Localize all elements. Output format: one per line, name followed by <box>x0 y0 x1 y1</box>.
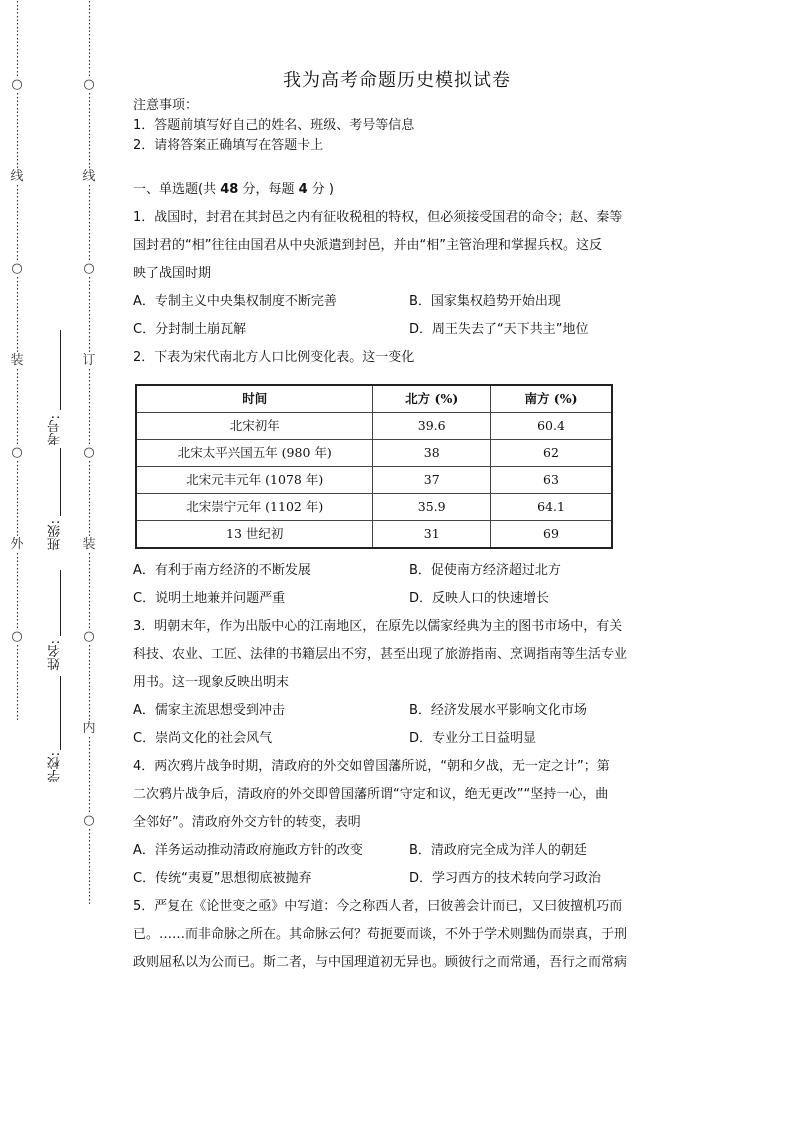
question-text: 用书。这一现象反映出明末 <box>133 675 290 690</box>
binding-dots: ⋮ <box>12 0 22 12</box>
binding-ring-icon: ○ <box>83 445 95 460</box>
options-row <box>133 865 669 893</box>
binding-dots: ⋮ <box>12 514 22 527</box>
binding-dots: ⋮ <box>12 595 22 608</box>
binding-ring-icon: ○ <box>11 445 23 460</box>
question-text: 全邻好”。清政府外交方针的转变，表明 <box>133 815 361 830</box>
binding-dots: ⋮ <box>12 238 22 251</box>
binding-dots: ⋮ <box>12 308 22 321</box>
question-1 <box>133 204 669 344</box>
binding-dots: ⋮ <box>12 124 22 137</box>
question-4 <box>133 753 669 893</box>
binding-mark: 线 <box>82 169 96 184</box>
binding-dots: ⋮ <box>12 216 22 229</box>
binding-dots: ⋮ <box>84 238 94 251</box>
binding-dots: ⋮ <box>12 21 22 34</box>
binding-dots: ⋮ <box>12 492 22 505</box>
binding-dots: ⋮ <box>12 481 22 494</box>
binding-dots: ⋮ <box>12 183 22 196</box>
binding-dots: ⋮ <box>12 54 22 67</box>
table-row <box>136 440 612 467</box>
binding-dots: ⋮ <box>84 654 94 667</box>
binding-dots: ⋮ <box>84 481 94 494</box>
option-b: B．经济发展水平影响文化市场 <box>409 703 587 718</box>
binding-dots: ⋮ <box>12 275 22 288</box>
binding-dots: ⋮ <box>84 216 94 229</box>
question-text: 已。……而非命脉之所在。其命脉云何？苟扼要而谈，不外于学术则黜伪而崇真，于刑 <box>133 927 628 942</box>
binding-dots: ⋮ <box>84 882 94 895</box>
option-c: C．说明土地兼并问题严重 <box>133 591 286 606</box>
table-cell: 35.9 <box>373 494 491 521</box>
binding-dots: ⋮ <box>84 194 94 207</box>
binding-dots: ⋮ <box>84 492 94 505</box>
table-cell: 62 <box>490 440 612 467</box>
binding-dots: ⋮ <box>12 562 22 575</box>
binding-dots: ⋮ <box>12 584 22 597</box>
binding-dots: ⋮ <box>84 746 94 759</box>
binding-dots: ⋮ <box>84 595 94 608</box>
binding-ring-icon: ○ <box>83 629 95 644</box>
binding-dots: ⋮ <box>84 573 94 586</box>
binding-dots: ⋮ <box>84 503 94 516</box>
binding-dots: ⋮ <box>84 893 94 906</box>
question-text: 1．战国时，封君在其封邑之内有征收税租的特权，但必须接受国君的命令；赵、秦等 <box>133 210 623 225</box>
binding-line-inner <box>81 0 97 1122</box>
school-underline <box>60 676 61 750</box>
population-table <box>135 384 613 549</box>
exam-no-underline <box>60 330 61 410</box>
page-title: 我为高考命题历史模拟试卷 <box>283 70 511 91</box>
binding-dots: ⋮ <box>84 779 94 792</box>
binding-mark: 装 <box>10 353 24 368</box>
binding-dots: ⋮ <box>84 124 94 137</box>
binding-dots: ⋮ <box>84 470 94 483</box>
binding-dots: ⋮ <box>84 146 94 159</box>
table-row <box>136 413 612 440</box>
question-text: 映了战国时期 <box>133 266 212 281</box>
question-text: 二次鸦片战争后，清政府的外交即曾国藩所谓“守定和议，绝无更改”“坚持一心，曲 <box>133 787 609 802</box>
binding-dots: ⋮ <box>12 698 22 711</box>
binding-dots: ⋮ <box>84 102 94 115</box>
binding-dots: ⋮ <box>12 113 22 126</box>
binding-line-outer <box>9 0 25 1122</box>
option-a: A．洋务运动推动清政府施政方针的改变 <box>133 843 363 858</box>
binding-dots: ⋮ <box>84 205 94 218</box>
binding-dots: ⋮ <box>84 676 94 689</box>
binding-dots: ⋮ <box>12 330 22 343</box>
binding-dots: ⋮ <box>84 687 94 700</box>
table-header: 南方 (%) <box>490 385 612 413</box>
table-cell: 69 <box>490 521 612 549</box>
binding-dots: ⋮ <box>12 91 22 104</box>
table-cell: 64.1 <box>490 494 612 521</box>
binding-dots: ⋮ <box>12 157 22 170</box>
binding-ring-icon: ○ <box>83 77 95 92</box>
question-text: 国封君的“相”往往由国君从中央派遣到封邑，并由“相”主管治理和掌握兵权。这反 <box>133 238 602 253</box>
binding-dots: ⋮ <box>84 562 94 575</box>
binding-dots: ⋮ <box>12 411 22 424</box>
binding-dots: ⋮ <box>84 113 94 126</box>
binding-dots: ⋮ <box>12 503 22 516</box>
binding-dots: ⋮ <box>84 757 94 770</box>
table-header-row <box>136 385 612 413</box>
option-c: C．传统“夷夏”思想彻底被抛弃 <box>133 871 312 886</box>
binding-dots: ⋮ <box>12 378 22 391</box>
binding-dots: ⋮ <box>84 54 94 67</box>
table-cell: 63 <box>490 467 612 494</box>
binding-dots: ⋮ <box>84 617 94 630</box>
binding-dots: ⋮ <box>12 10 22 23</box>
binding-dots: ⋮ <box>84 860 94 873</box>
binding-dots: ⋮ <box>12 551 22 564</box>
binding-dots: ⋮ <box>12 135 22 148</box>
exam-no-label: 考号: <box>48 415 63 446</box>
binding-dots: ⋮ <box>84 65 94 78</box>
binding-dots: ⋮ <box>12 227 22 240</box>
binding-dots: ⋮ <box>12 422 22 435</box>
binding-dots: ⋮ <box>84 525 94 538</box>
notice-item: 2．请将答案正确填写在答题卡上 <box>133 138 324 153</box>
option-d: D．反映人口的快速增长 <box>409 591 550 606</box>
binding-mark: 外 <box>10 537 24 552</box>
question-text: 科技、农业、工匠、法律的书籍层出不穷，甚至出现了旅游指南、烹调指南等生活专业 <box>133 647 628 662</box>
option-b: B．清政府完全成为洋人的朝廷 <box>409 843 587 858</box>
binding-dots: ⋮ <box>84 871 94 884</box>
options-row <box>133 557 669 585</box>
table-cell: 38 <box>373 440 491 467</box>
binding-dots: ⋮ <box>84 32 94 45</box>
binding-dots: ⋮ <box>84 768 94 781</box>
binding-dots: ⋮ <box>12 286 22 299</box>
notice-heading: 注意事项： <box>133 98 199 113</box>
school-label: 学校: <box>48 752 63 783</box>
binding-dots: ⋮ <box>12 319 22 332</box>
question-text: 5．严复在《论世变之亟》中写道：今之称西人者，曰彼善会计而已，又曰彼擅机巧而 <box>133 899 623 914</box>
binding-dots: ⋮ <box>12 389 22 402</box>
binding-dots: ⋮ <box>84 389 94 402</box>
question-3 <box>133 613 669 753</box>
question-text: 3．明朝末年，作为出版中心的江南地区，在原先以儒家经典为主的图书市场中，有关 <box>133 619 623 634</box>
table-cell: 37 <box>373 467 491 494</box>
binding-mark: 内 <box>82 721 96 736</box>
binding-dots: ⋮ <box>84 157 94 170</box>
table-row <box>136 521 612 549</box>
binding-dots: ⋮ <box>12 643 22 656</box>
binding-dots: ⋮ <box>12 341 22 354</box>
table-row <box>136 494 612 521</box>
binding-dots: ⋮ <box>84 790 94 803</box>
binding-dots: ⋮ <box>84 643 94 656</box>
binding-dots: ⋮ <box>84 411 94 424</box>
table-cell: 北宋初年 <box>136 413 373 440</box>
binding-dots: ⋮ <box>12 146 22 159</box>
options-row <box>133 316 669 344</box>
binding-dots: ⋮ <box>84 341 94 354</box>
binding-dots: ⋮ <box>12 249 22 262</box>
binding-dots: ⋮ <box>84 827 94 840</box>
table-cell: 60.4 <box>490 413 612 440</box>
binding-dots: ⋮ <box>12 205 22 218</box>
binding-dots: ⋮ <box>84 378 94 391</box>
binding-dots: ⋮ <box>12 433 22 446</box>
section-heading: 一、单选题(共 48 分，每题 4 分 ) <box>133 182 334 197</box>
binding-dots: ⋮ <box>12 32 22 45</box>
option-c: C．崇尚文化的社会风气 <box>133 731 273 746</box>
class-underline <box>60 448 61 516</box>
option-a: A．专制主义中央集权制度不断完善 <box>133 294 337 309</box>
binding-dots: ⋮ <box>84 709 94 722</box>
binding-dots: ⋮ <box>84 297 94 310</box>
binding-dots: ⋮ <box>84 286 94 299</box>
option-c: C．分封制土崩瓦解 <box>133 322 247 337</box>
option-b: B．促使南方经济超过北方 <box>409 563 561 578</box>
binding-dots: ⋮ <box>84 135 94 148</box>
option-a: A．儒家主流思想受到冲击 <box>133 703 285 718</box>
options-row <box>133 725 669 753</box>
binding-dots: ⋮ <box>84 551 94 564</box>
options-row <box>133 837 669 865</box>
binding-ring-icon: ○ <box>11 261 23 276</box>
question-text: 政则屈私以为公而已。斯二者，与中国理道初无异也。顾彼行之而常通，吾行之而常病 <box>133 955 628 970</box>
binding-dots: ⋮ <box>84 21 94 34</box>
binding-dots: ⋮ <box>12 297 22 310</box>
option-a: A．有利于南方经济的不断发展 <box>133 563 311 578</box>
table-cell: 北宋元丰元年 (1078 年) <box>136 467 373 494</box>
option-d: D．学习西方的技术转向学习政治 <box>409 871 602 886</box>
binding-dots: ⋮ <box>12 367 22 380</box>
question-5 <box>133 893 669 977</box>
binding-dots: ⋮ <box>84 91 94 104</box>
binding-dots: ⋮ <box>84 606 94 619</box>
table-cell: 北宋太平兴国五年 (980 年) <box>136 440 373 467</box>
binding-dots: ⋮ <box>84 10 94 23</box>
binding-dots: ⋮ <box>12 525 22 538</box>
binding-ring-icon: ○ <box>11 77 23 92</box>
binding-mark: 装 <box>82 537 96 552</box>
binding-dots: ⋮ <box>12 709 22 722</box>
binding-dots: ⋮ <box>84 838 94 851</box>
table-cell: 31 <box>373 521 491 549</box>
table-cell: 13 世纪初 <box>136 521 373 549</box>
binding-dots: ⋮ <box>84 330 94 343</box>
binding-dots: ⋮ <box>12 654 22 667</box>
binding-dots: ⋮ <box>84 801 94 814</box>
binding-dots: ⋮ <box>12 606 22 619</box>
exam-body <box>133 96 669 977</box>
binding-dots: ⋮ <box>84 459 94 472</box>
binding-dots: ⋮ <box>84 183 94 196</box>
table-header: 北方 (%) <box>373 385 491 413</box>
binding-dots: ⋮ <box>12 470 22 483</box>
table-cell: 39.6 <box>373 413 491 440</box>
option-d: D．周王失去了“天下共主”地位 <box>409 322 589 337</box>
binding-dots: ⋮ <box>84 43 94 56</box>
binding-dots: ⋮ <box>84 249 94 262</box>
class-label: 班级: <box>48 520 63 551</box>
binding-dots: ⋮ <box>84 735 94 748</box>
table-row <box>136 467 612 494</box>
binding-dots: ⋮ <box>12 573 22 586</box>
binding-dots: ⋮ <box>12 400 22 413</box>
binding-dots: ⋮ <box>12 459 22 472</box>
options-row <box>133 585 669 613</box>
option-d: D．专业分工日益明显 <box>409 731 537 746</box>
binding-dots: ⋮ <box>84 422 94 435</box>
binding-dots: ⋮ <box>84 698 94 711</box>
binding-dots: ⋮ <box>84 433 94 446</box>
options-row <box>133 697 669 725</box>
binding-mark: 订 <box>82 353 96 368</box>
question-text: 2．下表为宋代南北方人口比例变化表。这一变化 <box>133 350 415 365</box>
binding-ring-icon: ○ <box>83 813 95 828</box>
binding-dots: ⋮ <box>12 676 22 689</box>
binding-dots: ⋮ <box>12 687 22 700</box>
binding-dots: ⋮ <box>12 617 22 630</box>
table-header: 时间 <box>136 385 373 413</box>
question-text: 4．两次鸦片战争时期，清政府的外交如曾国藩所说，“朝和夕战，无一定之计”；第 <box>133 759 610 774</box>
binding-dots: ⋮ <box>84 275 94 288</box>
binding-dots: ⋮ <box>84 400 94 413</box>
binding-dots: ⋮ <box>84 665 94 678</box>
binding-dots: ⋮ <box>12 65 22 78</box>
binding-dots: ⋮ <box>84 319 94 332</box>
binding-dots: ⋮ <box>84 584 94 597</box>
binding-dots: ⋮ <box>12 665 22 678</box>
binding-dots: ⋮ <box>84 514 94 527</box>
option-b: B．国家集权趋势开始出现 <box>409 294 561 309</box>
binding-dots: ⋮ <box>12 43 22 56</box>
binding-dots: ⋮ <box>84 0 94 12</box>
notice-block <box>133 96 669 156</box>
binding-dots: ⋮ <box>84 308 94 321</box>
options-row <box>133 288 669 316</box>
binding-dots: ⋮ <box>12 194 22 207</box>
binding-dots: ⋮ <box>84 849 94 862</box>
name-label: 姓名: <box>48 640 63 671</box>
binding-ring-icon: ○ <box>11 629 23 644</box>
binding-dots: ⋮ <box>12 102 22 115</box>
binding-mark: 线 <box>10 169 24 184</box>
table-cell: 北宋崇宁元年 (1102 年) <box>136 494 373 521</box>
binding-dots: ⋮ <box>84 367 94 380</box>
notice-item: 1．答题前填写好自己的姓名、班级、考号等信息 <box>133 118 415 133</box>
question-2 <box>133 344 669 613</box>
binding-dots: ⋮ <box>84 227 94 240</box>
name-underline <box>60 570 61 636</box>
binding-ring-icon: ○ <box>83 261 95 276</box>
